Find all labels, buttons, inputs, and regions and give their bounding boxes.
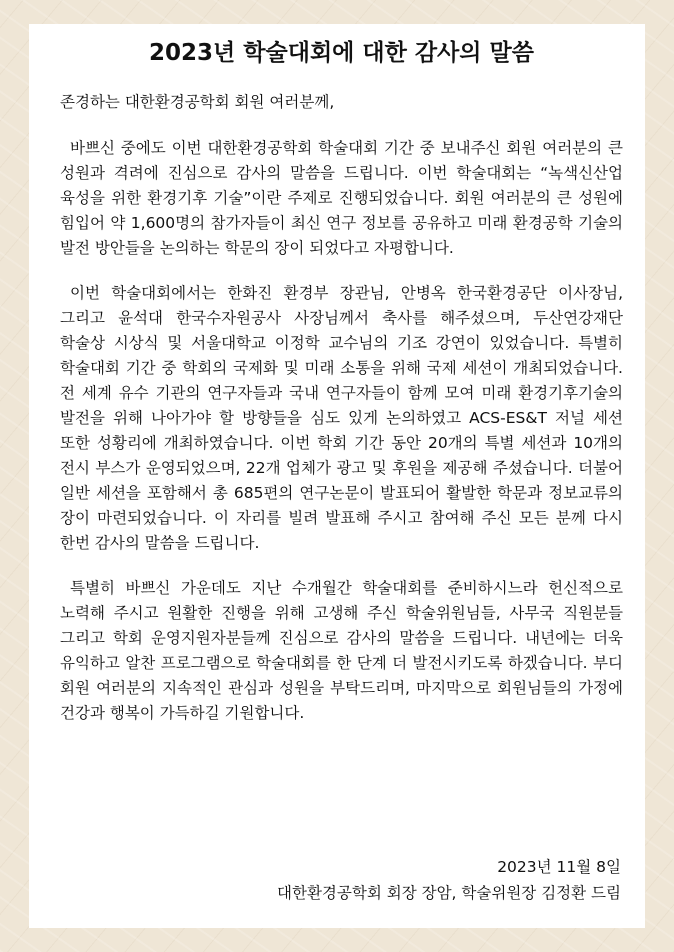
letter-closing bbox=[277, 854, 621, 906]
letter-paragraph-1: 바쁘신 중에도 이번 대한환경공학회 학술대회 기간 중 보내주신 회원 여러분의 큰 성원과 격려에 진심으로 감사의 말씀을 드립니다. 이번 학술대회는 “녹색신산업 육성을 위한 환경기후 기술”이란 주제로 진행되었습니다. 회원 여러분의 큰 성원에 힘입어 약 1,600명의 참가자들이 최신 연구 정보를 공유하고 미래 환경공학 기술의 발전 방안들을 논의하는 학문의 장이 되었다고 자평합니다. bbox=[60, 139, 623, 257]
letter-sheet bbox=[29, 24, 645, 928]
letter-date: 2023년 11월 8일 bbox=[497, 858, 621, 876]
letter-title: 2023년 학술대회에 대한 감사의 말씀 bbox=[149, 40, 534, 66]
letter-greeting: 존경하는 대한환경공학회 회원 여러분께, bbox=[60, 93, 335, 111]
letter-paragraph-3: 특별히 바쁘신 가운데도 지난 수개월간 학술대회를 준비하시느라 헌신적으로 노력해 주시고 원활한 진행을 위해 고생해 주신 학술위원님들, 사무국 직원분들 그리고 학회 운영지원자분들께 진심으로 감사의 말씀을 드립니다. 내년에는 더욱 유익하고 알찬 프로그램으로 학술대회를 한 단계 더 발전시키도록 하겠습니다. 부디 회원 여러분의 지속적인 관심과 성원을 부탁드리며, 마지막으로 회원님들의 가정에 건강과 행복이 가득하길 기원합니다. bbox=[60, 579, 623, 722]
letter-paragraph-2: 이번 학술대회에서는 한화진 환경부 장관님, 안병옥 한국환경공단 이사장님, 그리고 윤석대 한국수자원공사 사장님께서 축사를 해주셨으며, 두산연강재단 학술상 시상식 및 서울대학교 이정학 교수님의 기조 강연이 있었습니다. 특별히 학술대회 기간 중 학회의 국제화 및 미래 소통을 위해 국제 세션이 개최되었습니다. 전 세계 유수 기관의 연구자들과 국내 연구자들이 함께 모여 미래 환경기후기술의 발전을 위해 나아가야 할 방향들을 심도 있게 논의하였고 ACS-ES&T 저널 세션 또한 성황리에 개최하였습니다. 이번 학회 기간 동안 20개의 특별 세션과 10개의 전시 부스가 운영되었으며, 22개 업체가 광고 및 후원을 제공해 주셨습니다. 더불어 일반 세션을 포함해서 총 685편의 연구논문이 발표되어 활발한 학문과 정보교류의 장이 마련되었습니다. 이 자리를 빌려 발표해 주시고 참여해 주신 모든 분께 다시 한번 감사의 말씀을 드립니다. bbox=[60, 284, 623, 552]
letter-signature: 대한환경공학회 회장 장암, 학술위원장 김정환 드림 bbox=[277, 884, 621, 902]
